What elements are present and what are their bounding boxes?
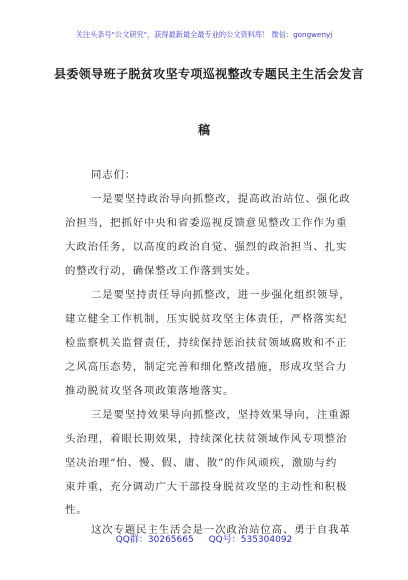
body-line: 的整改行动，确保整改工作落到实处。 (65, 265, 257, 277)
body-line: 建立健全工作机制，压实脱贫攻坚主体责任，严格落实纪 (65, 313, 348, 325)
header-promo-text: 关注头条号"公文研究"，获得最新最全最专业的公文资料库！ 微信：gongwenyj (75, 30, 333, 39)
body-line: 性。 (65, 504, 88, 516)
body-line: 大政治任务，以高度的政治自觉、强烈的政治担当、扎实 (65, 241, 348, 253)
body-line: 二是要坚持责任导向抓整改，进一步强化组织领导， (91, 289, 351, 301)
body-line: 这次专题民主生活会是一次政治站位高、勇于自我革 (91, 524, 351, 536)
body-line: 束并重，充分调动广大干部投身脱贫攻坚的主动性和积极 (65, 481, 348, 493)
footer-qq-group: QQ群：30265665 (115, 535, 194, 545)
body-line: 坚决治理“怕、慢、假、庸、散”的作风顽疾，激励与约 (65, 457, 338, 469)
salutation: 同志们： (91, 169, 137, 181)
footer-contact (0, 534, 408, 546)
body-line: 头治理，着眼长期效果，持续深化扶贫领域作风专项整治 (65, 433, 348, 445)
body-line: 治担当，把抓好中央和省委巡视反馈意见整改工作作为重 (65, 217, 348, 229)
body-line: 检监察机关监督责任，持续保持惩治扶贫领域腐败和不正 (65, 337, 348, 349)
body-line: 一是要坚持政治导向抓整改，提高政治站位、强化政 (91, 193, 351, 205)
body-line: 推动脱贫攻坚各项政策落地落实。 (65, 385, 235, 397)
body-line: 三是要坚持效果导向抓整改，坚持效果导向，注重源 (91, 409, 351, 421)
document-title-continuation: 稿 (197, 123, 210, 137)
footer-qq-number: QQ号：535304092 (208, 535, 293, 545)
body-line: 之风高压态势，制定完善和细化整改措施，形成攻坚合力 (65, 361, 348, 373)
document-title: 县委领导班子脱贫攻坚专项巡视整改专题民主生活会发言 (53, 67, 364, 81)
